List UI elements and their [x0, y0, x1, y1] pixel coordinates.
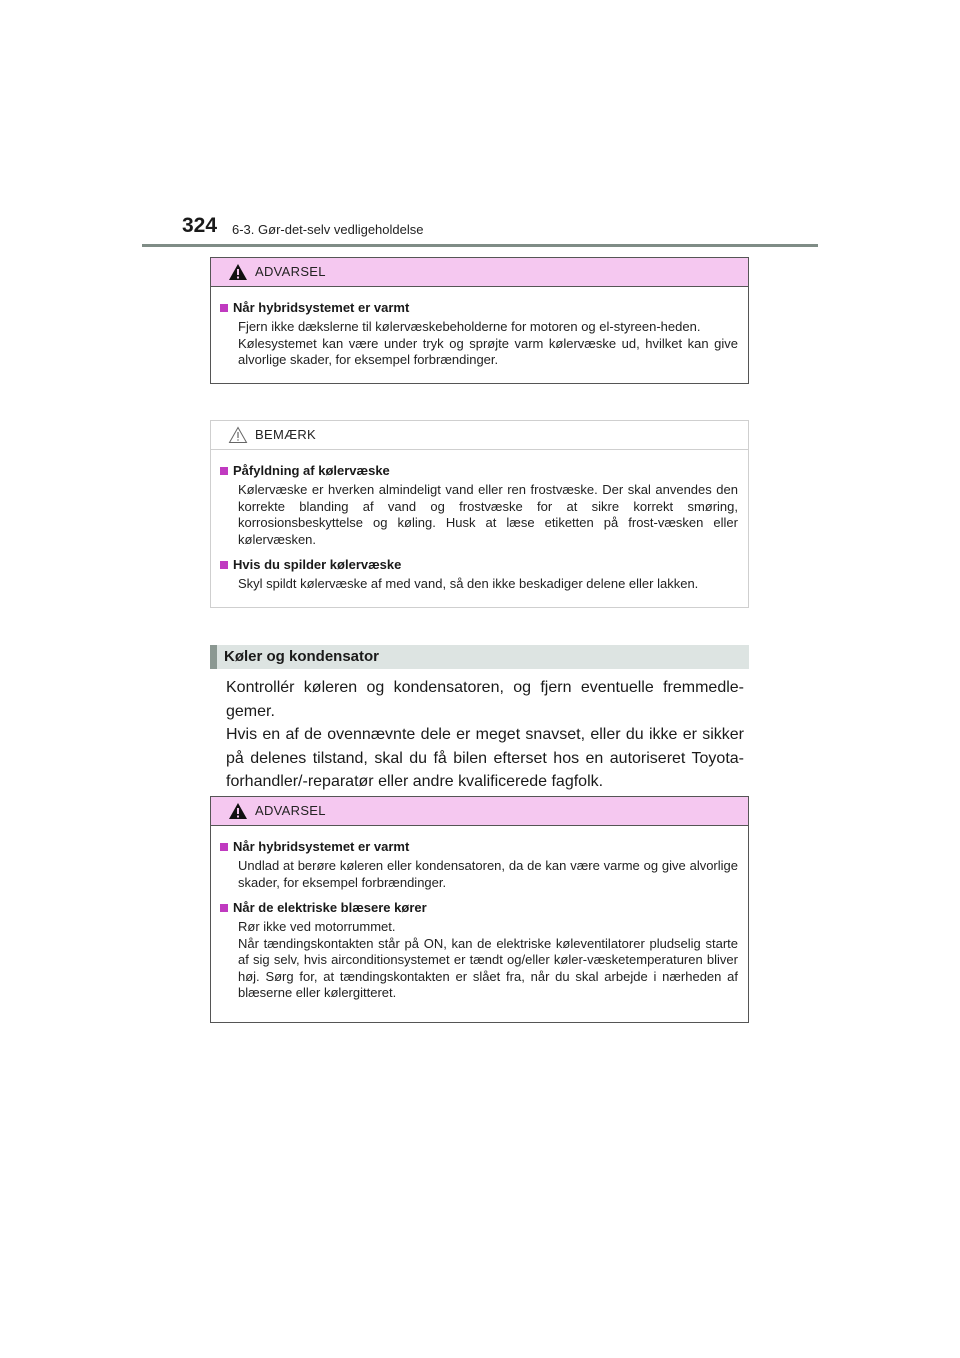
warning-item [220, 899, 738, 1002]
notice-header [211, 421, 748, 450]
warning-body [211, 287, 748, 383]
bullet-icon [220, 843, 228, 851]
item-title: Påfyldning af kølervæske [233, 463, 390, 478]
item-title: Når hybridsystemet er varmt [233, 300, 410, 315]
bullet-icon [220, 304, 228, 312]
subsection-heading [210, 645, 749, 669]
warning-label: ADVARSEL [255, 803, 326, 818]
warning-box-2 [210, 796, 749, 1023]
bullet-icon [220, 904, 228, 912]
item-text: Undlad at berøre køleren eller kondensatoren, da de kan være varme og give alvorlige skader, for eksempel forbrændinger. [238, 858, 738, 890]
page-number: 324 [182, 214, 218, 237]
section-title: 6-3. Gør-det-selv vedligeholdelse [232, 222, 424, 237]
bullet-icon [220, 467, 228, 475]
header-rule [142, 244, 818, 247]
item-text: Skyl spildt kølervæske af med vand, så den ikke beskadiger delene eller lakken. [238, 576, 699, 591]
warning-header [211, 797, 748, 826]
warning-item [220, 299, 738, 369]
caution-triangle-icon [228, 426, 248, 444]
warning-triangle-icon [228, 263, 248, 281]
paragraph: Kontrollér køleren og kondensatoren, og fjern eventuelle fremmedle-gemer. [226, 679, 744, 720]
item-text: Fjern ikke dækslerne til kølervæskebeholderne for motoren og el-styreen-heden. [238, 319, 701, 334]
notice-body [211, 450, 748, 607]
item-text: Når tændingskontakten står på ON, kan de elektriske køleventilatorer pludselig starte af sig selv, hvis airconditionsystemet er tændt og/eller køler-væsketemperaturen bliver høj. Sørg for, at tændingskontakten er slået fra, når du skal arbejde i nærheden af blæserne eller kølergitteret. [238, 935, 738, 1000]
subsection-title: Køler og kondensator [224, 648, 380, 665]
warning-label: ADVARSEL [255, 264, 326, 279]
item-text: Rør ikke ved motorrummet. [238, 919, 396, 934]
notice-box [210, 420, 749, 608]
item-title: Når hybridsystemet er varmt [233, 839, 410, 854]
warning-header [211, 258, 748, 287]
warning-triangle-icon [228, 802, 248, 820]
warning-item [220, 838, 738, 891]
notice-label: BEMÆRK [255, 427, 317, 442]
warning-body [211, 826, 748, 1022]
body-text [226, 676, 744, 794]
paragraph: Hvis en af de ovennævnte dele er meget snavset, eller du ikke er sikker på delenes tilstand, skal du få bilen efterset hos en autoriseret Toyota-forhandler/-reparatør eller andre kvalificerede fagfolk. [226, 726, 744, 790]
bullet-icon [220, 561, 228, 569]
warning-box-1 [210, 257, 749, 384]
item-title: Når de elektriske blæsere kører [233, 900, 427, 915]
item-text: Kølesystemet kan være under tryk og sprøjte varm kølervæske ud, hvilket kan give alvorlige skader, for eksempel forbrændinger. [238, 335, 738, 367]
item-title: Hvis du spilder kølervæske [233, 557, 402, 572]
notice-item [220, 462, 738, 548]
notice-item [220, 556, 738, 593]
item-text: Kølervæske er hverken almindeligt vand eller ren frostvæske. Der skal anvendes den korrekte blanding af vand og frostvæske for at sikre korrekt smøring, korrosionsbeskyttelse og køling. Husk at læse etiketten på frost-væsken eller kølervæsken. [238, 482, 738, 547]
